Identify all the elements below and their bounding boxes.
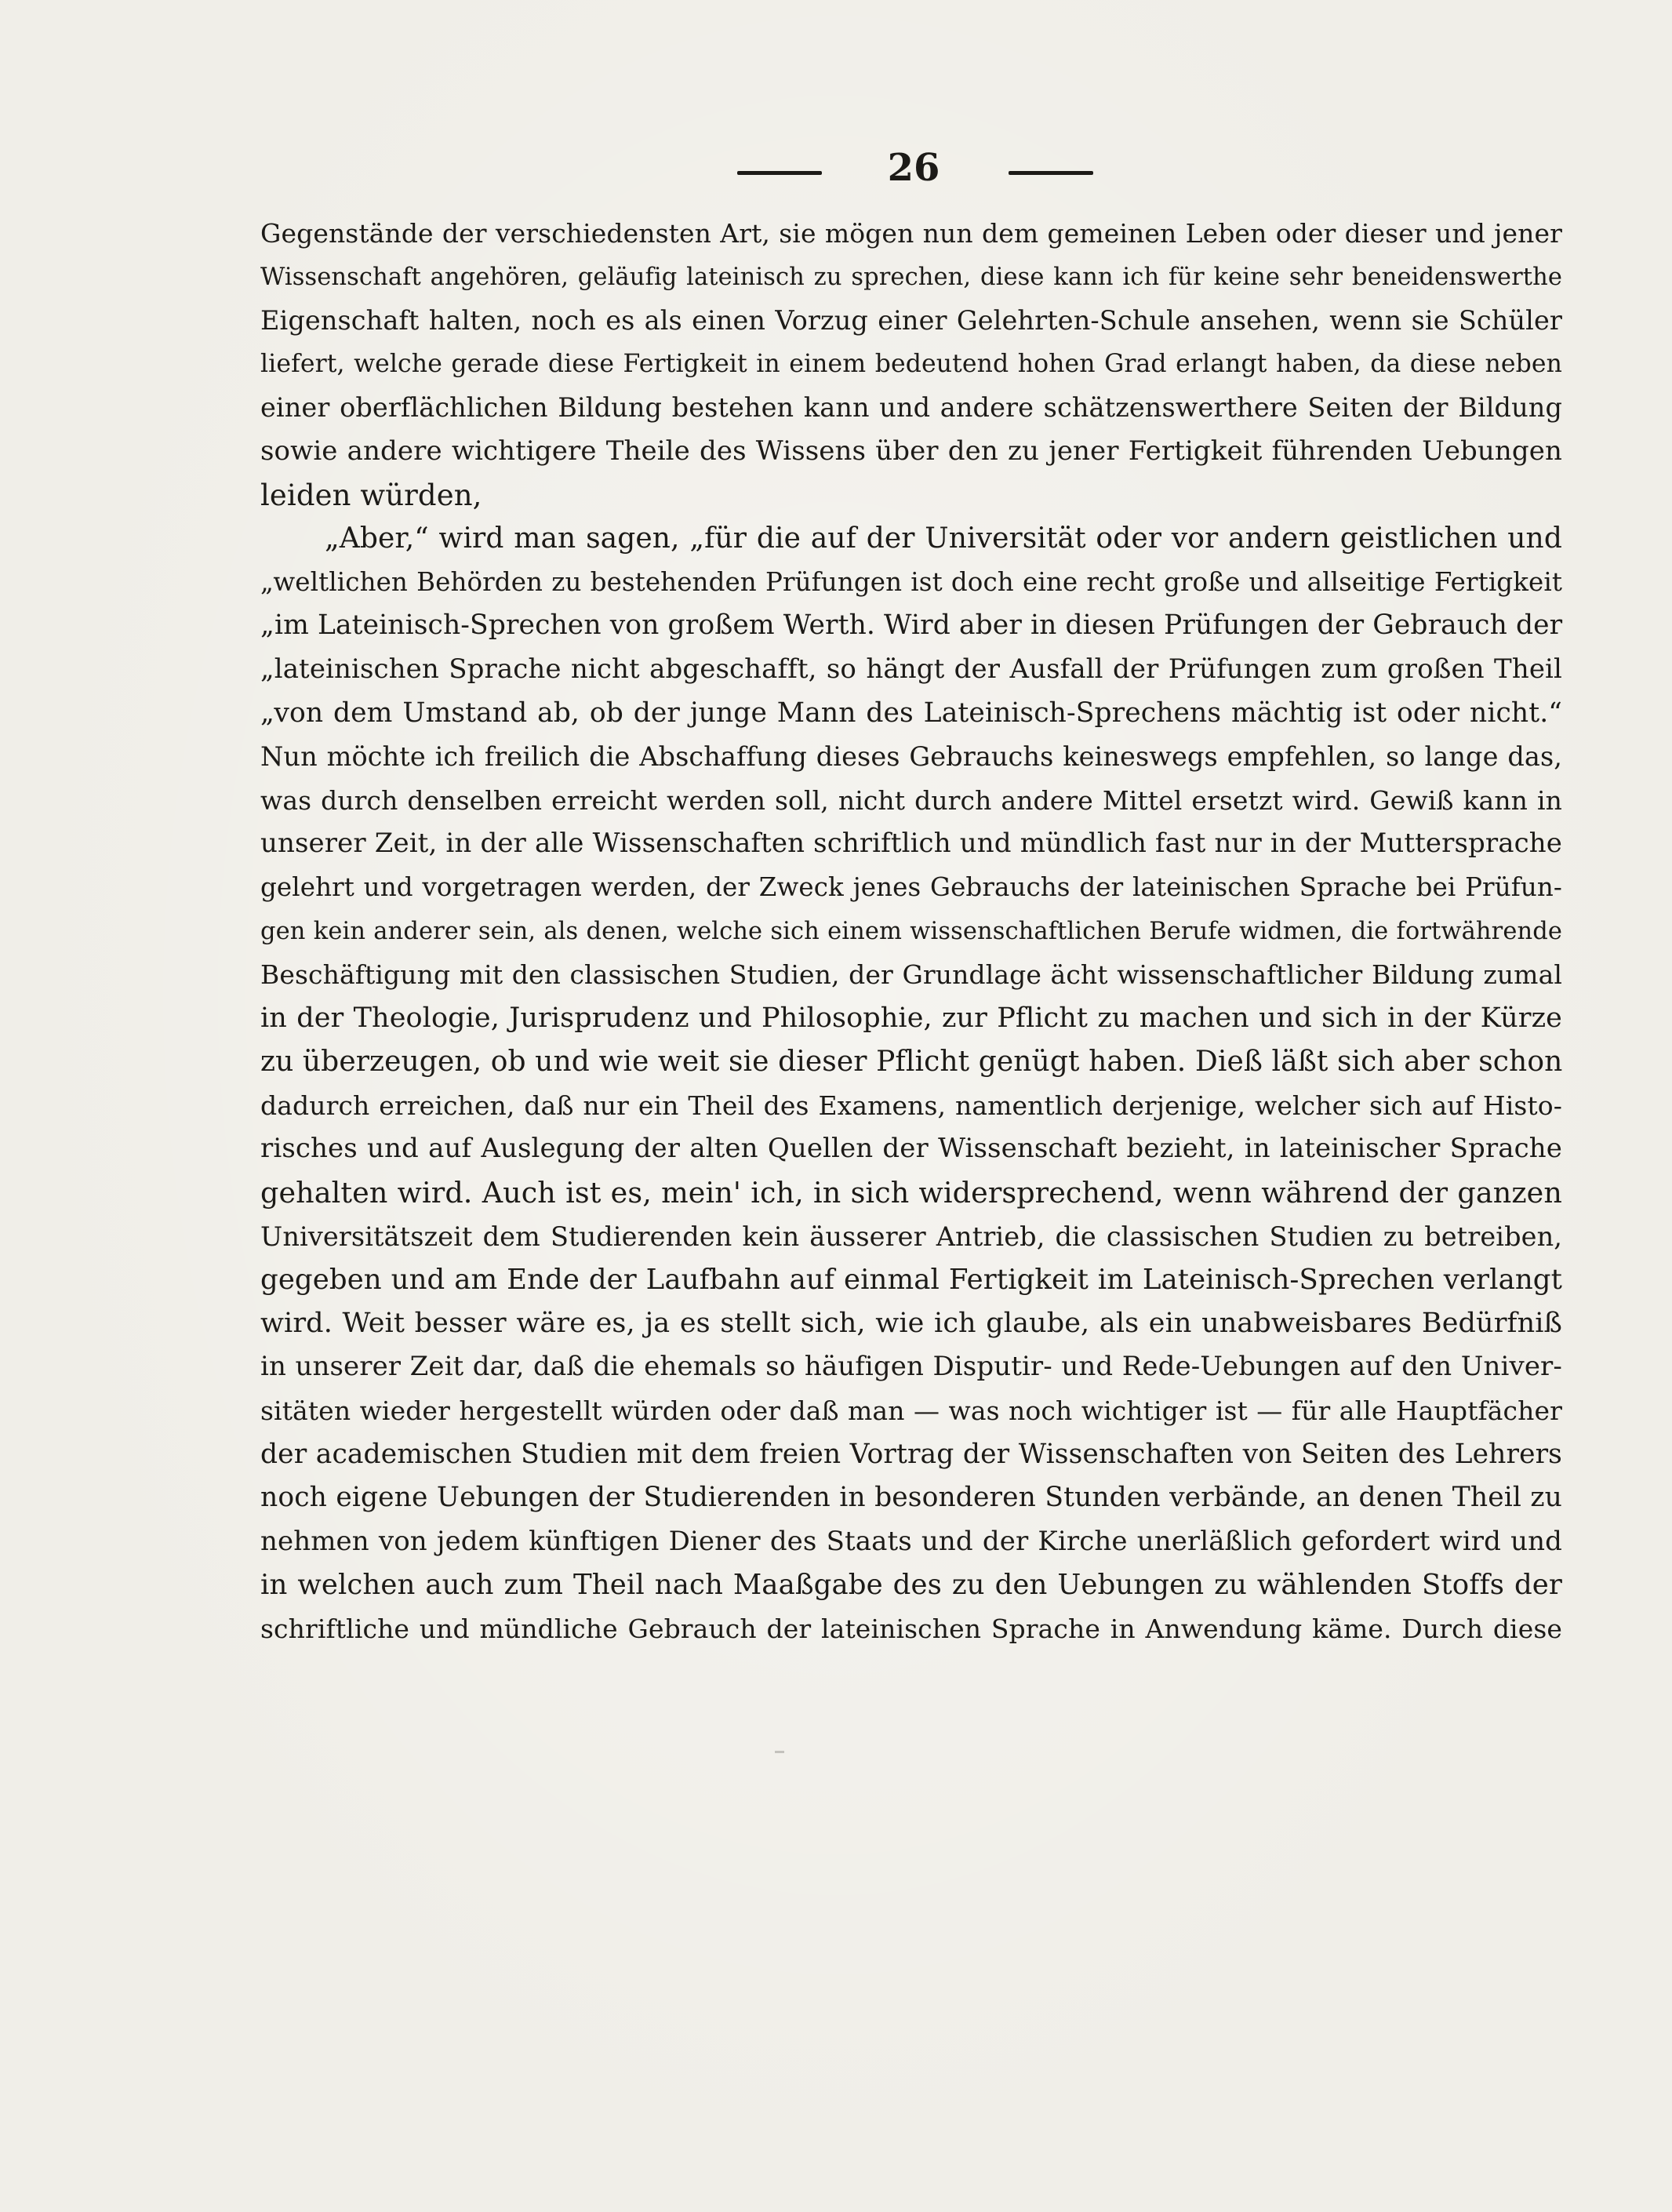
text-line: einer oberflächlichen Bildung bestehen kann und andere schätzenswerthere Seiten der Bildung bbox=[260, 392, 1562, 424]
text-line: „Aber,“ wird man sagen, „für die auf der Universität oder vor andern geistlichen und bbox=[325, 522, 1562, 555]
text-line: Universitätszeit dem Studierenden kein äusserer Antrieb, die classischen Studien zu betreiben, bbox=[260, 1221, 1562, 1252]
text-line: schriftliche und mündliche Gebrauch der lateinischen Sprache in Anwendung käme. Durch diese bbox=[260, 1614, 1562, 1644]
text-line: was durch denselben erreicht werden soll, nicht durch andere Mittel ersetzt wird. Gewiß kann in bbox=[260, 784, 1562, 816]
text-line: „weltlichen Behörden zu bestehenden Prüfungen ist doch eine recht große und allseitige Fertigkeit bbox=[260, 566, 1562, 597]
text-line: risches und auf Auslegung der alten Quellen der Wissenschaft bezieht, in lateinischer Sprache bbox=[260, 1133, 1562, 1165]
text-line: „im Lateinisch-Sprechen von großem Werth. Wird aber in diesen Prüfungen der Gebrauch der bbox=[260, 609, 1563, 642]
text-line: Gegenstände der verschiedensten Art, sie mögen nun dem gemeinen Leben oder dieser und jener bbox=[260, 218, 1562, 249]
text-line: in der Theologie, Jurisprudenz und Philosophie, zur Pflicht zu machen und sich in der Kürze bbox=[260, 1002, 1562, 1034]
text-line: sowie andere wichtigere Theile des Wissens über den zu jener Fertigkeit führenden Uebungen bbox=[260, 435, 1562, 467]
text-line: Beschäftigung mit den classischen Studien, der Grundlage ächt wissenschaftlicher Bildung zumal bbox=[260, 959, 1562, 991]
text-line: wird. Weit besser wäre es, ja es stellt sich, wie ich glaube, als ein unabweisbares Bedürfniß bbox=[260, 1307, 1562, 1339]
text-line: zu überzeugen, ob und wie weit sie dieser Pflicht genügt haben. Dieß läßt sich aber schon bbox=[260, 1046, 1563, 1079]
text-line: „lateinischen Sprache nicht abgeschafft, so hängt der Ausfall der Prüfungen zum großen Theil bbox=[260, 653, 1562, 685]
text-line: liefert, welche gerade diese Fertigkeit in einem bedeutend hohen Grad erlangt haben, da diese neben bbox=[260, 349, 1562, 378]
text-line: in welchen auch zum Theil nach Maaßgabe des zu den Uebungen zu wählenden Stoffs der bbox=[260, 1569, 1562, 1602]
text-line: gehalten wird. Auch ist es, mein' ich, in sich widersprechend, wenn während der ganzen bbox=[260, 1176, 1562, 1210]
text-line: nehmen von jedem künftigen Diener des Staats und der Kirche unerläßlich gefordert wird und bbox=[260, 1525, 1562, 1557]
text-line: in unserer Zeit dar, daß die ehemals so häufigen Disputir- und Rede-Uebungen auf den Univer- bbox=[260, 1351, 1562, 1383]
text-line: leiden würden, bbox=[260, 478, 482, 512]
text-line: gelehrt und vorgetragen werden, der Zweck jenes Gebrauchs der lateinischen Sprache bei Prüfun- bbox=[260, 871, 1562, 902]
header-rule-right bbox=[1009, 171, 1093, 175]
text-line: noch eigene Uebungen der Studierenden in besonderen Stunden verbände, an denen Theil zu bbox=[260, 1482, 1562, 1514]
text-line: Wissenschaft angehören, geläufig lateinisch zu sprechen, diese kann ich für keine sehr beneidenswerthe bbox=[260, 263, 1562, 291]
text-line: der academischen Studien mit dem freien Vortrag der Wissenschaften von Seiten des Lehrers bbox=[260, 1438, 1562, 1470]
header-rule-left bbox=[737, 171, 822, 175]
body-text bbox=[260, 212, 1562, 1651]
text-line: Eigenschaft halten, noch es als einen Vorzug einer Gelehrten-Schule ansehen, wenn sie Schüler bbox=[260, 305, 1562, 337]
text-line: unserer Zeit, in der alle Wissenschaften schriftlich und mündlich fast nur in der Muttersprache bbox=[260, 828, 1562, 860]
text-line: sitäten wieder hergestellt würden oder daß man — was noch wichtiger ist — für alle Hauptfächer bbox=[260, 1395, 1562, 1427]
page-header bbox=[0, 146, 1672, 190]
print-speck bbox=[775, 1751, 784, 1753]
text-line: gen kein anderer sein, als denen, welche sich einem wissenschaftlichen Berufe widmen, die fortwährende bbox=[260, 917, 1562, 945]
text-line: Nun möchte ich freilich die Abschaffung dieses Gebrauchs keineswegs empfehlen, so lange das, bbox=[260, 741, 1562, 773]
text-line: dadurch erreichen, daß nur ein Theil des Examens, namentlich derjenige, welcher sich auf Histo- bbox=[260, 1090, 1562, 1121]
text-line: gegeben und am Ende der Laufbahn auf einmal Fertigkeit im Lateinisch-Sprechen verlangt bbox=[260, 1264, 1562, 1297]
page-number: 26 bbox=[887, 146, 940, 190]
text-line: „von dem Umstand ab, ob der junge Mann des Lateinisch-Sprechens mächtig ist oder nicht.“ bbox=[260, 697, 1562, 729]
